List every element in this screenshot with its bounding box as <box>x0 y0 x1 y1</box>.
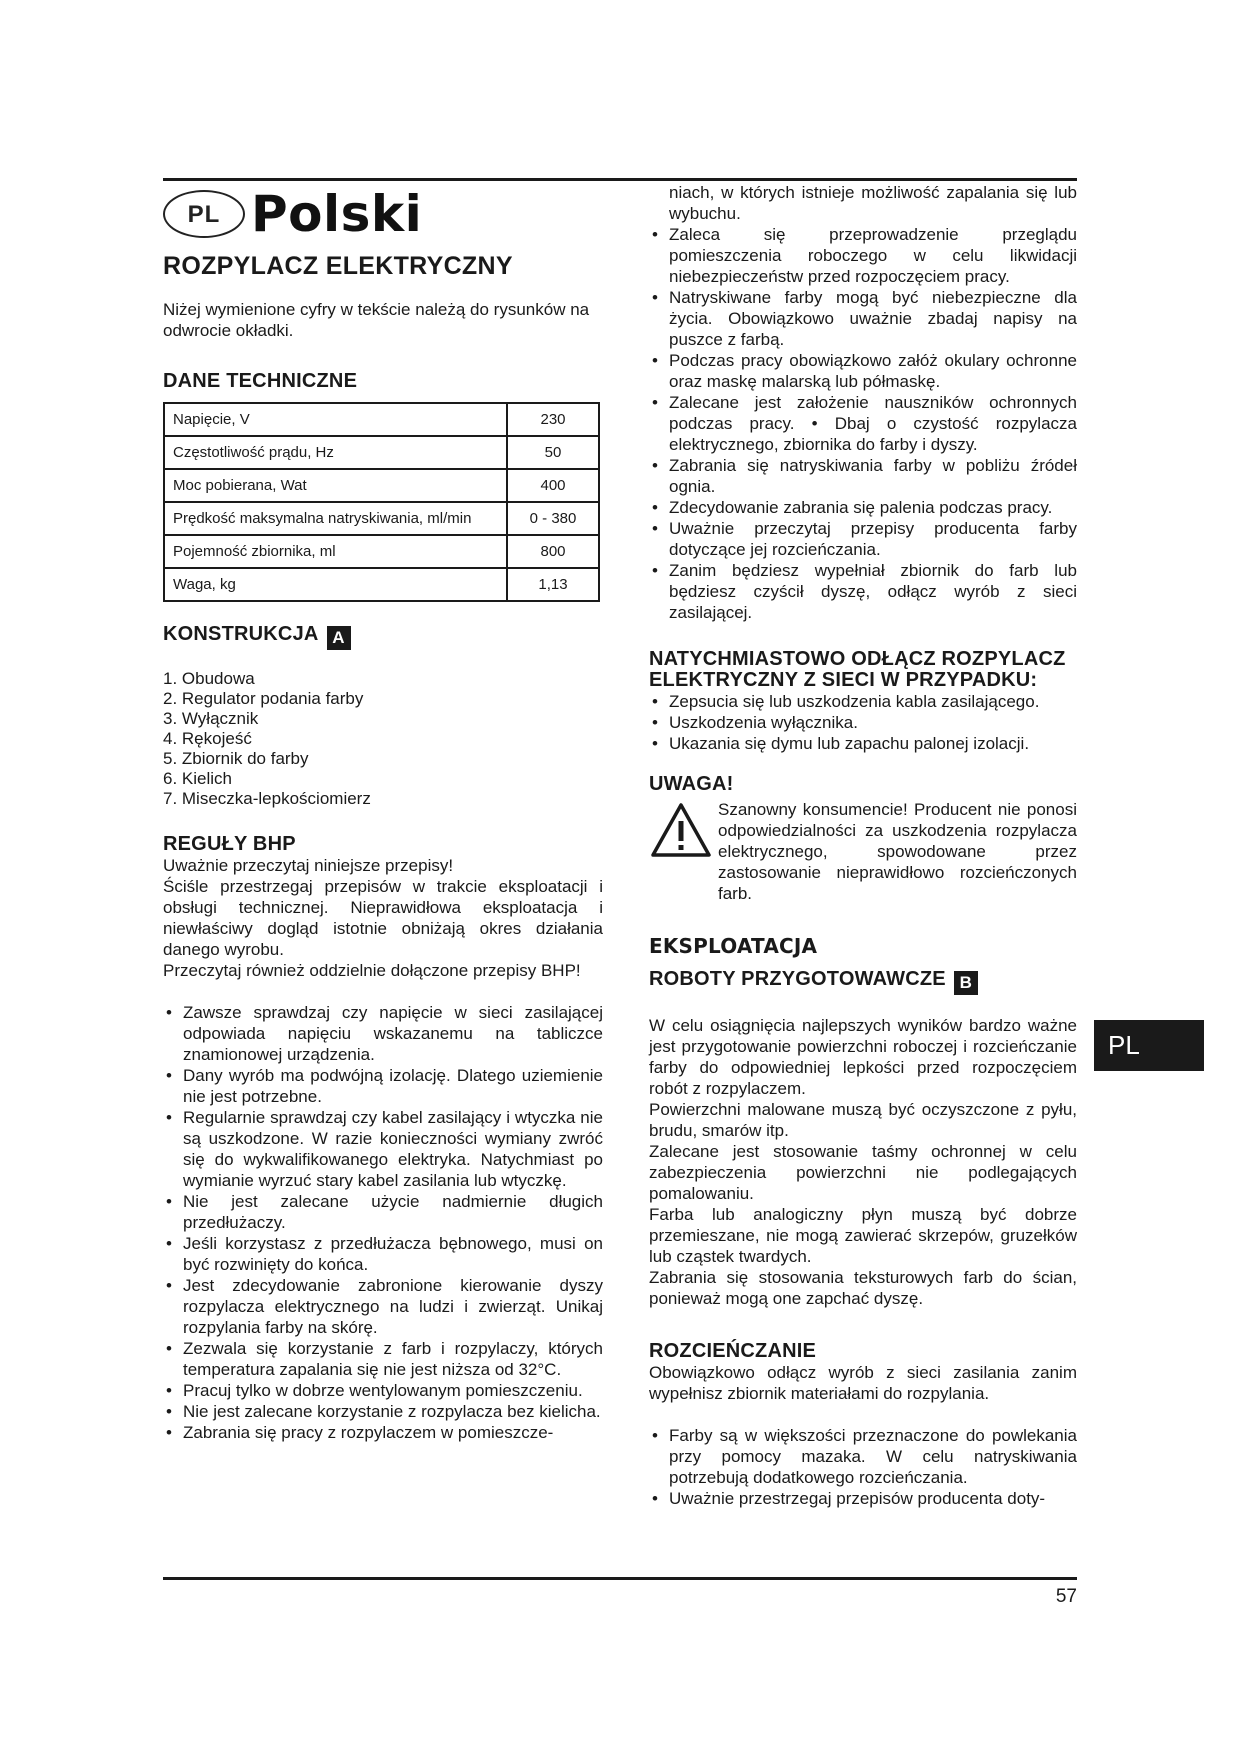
list-item: • Zalecane jest założenie nauszników ochronnych podczas pracy. • Dbaj o czystość rozpylacza elektrycznego, zbiornika do farby i dyszy. <box>649 392 1077 455</box>
tech-label: Napięcie, V <box>164 403 507 436</box>
left-column <box>163 182 603 1443</box>
list-item: • Zabrania się natryskiwania farby w pobliżu źródeł ognia. <box>649 455 1077 497</box>
tech-value: 230 <box>507 403 599 436</box>
list-item: • Farby są w większości przeznaczone do powlekania przy pomocy mazaka. W celu natryskiwania potrzebują dodatkowego rozcieńczania. <box>649 1425 1077 1488</box>
list-item: • Uważnie przeczytaj przepisy producenta farby dotyczące jej rozcieńczania. <box>649 518 1077 560</box>
bhp-paragraph: Uważnie przeczytaj niniejsze przepisy! <box>163 856 454 875</box>
construction-heading-text: KONSTRUKCJA <box>163 623 319 645</box>
list-item: • Nie jest zalecane korzystanie z rozpylacza bez kielicha. <box>163 1401 603 1422</box>
tech-heading: DANE TECHNICZNE <box>163 370 358 392</box>
tech-label: Pojemność zbiornika, ml <box>164 535 507 568</box>
warning-heading: UWAGA! <box>649 773 734 795</box>
disconnect-bullets <box>649 691 1077 754</box>
language-side-tab: PL <box>1094 1020 1204 1071</box>
bhp-bullets <box>163 1002 603 1443</box>
language-header <box>163 184 603 244</box>
table-row <box>164 568 599 601</box>
list-item: • Podczas pracy obowiązkowo załóż okulary ochronne oraz maskę malarską lub półmaskę. <box>649 350 1077 392</box>
operation-paragraph: Zabrania się stosowania teksturowych farb do ścian, ponieważ mogą one zapchać dyszę. <box>649 1268 1077 1308</box>
operation-paragraph: Powierzchni malowane muszą być oczyszczone z pyłu, brudu, smarów itp. <box>649 1100 1077 1140</box>
list-item: 6. Kielich <box>163 769 232 788</box>
list-item: • Dany wyrób ma podwójną izolację. Dlatego uziemienie nie jest potrzebne. <box>163 1065 603 1107</box>
operation-heading: EKSPLOATACJA <box>649 934 818 958</box>
tech-label: Waga, kg <box>164 568 507 601</box>
tech-value: 800 <box>507 535 599 568</box>
list-item: 2. Regulator podania farby <box>163 689 364 708</box>
page-title: ROZPYLACZ ELEKTRYCZNY <box>163 252 513 280</box>
language-name: Polski <box>251 184 423 243</box>
list-item: • Jest zdecydowanie zabronione kierowanie dyszy rozpylacza elektrycznego na ludzi i zwierząt. Unikaj rozpylania farby na skórę. <box>163 1275 603 1338</box>
tech-value: 0 - 380 <box>507 502 599 535</box>
table-row <box>164 469 599 502</box>
operation-paragraph: W celu osiągnięcia najlepszych wyników bardzo ważne jest przygotowanie powierzchni roboczej i rozcieńczanie farby do odpowiedniej lepkości przed rozpoczęciem robót z rozpylaczem. <box>649 1016 1077 1098</box>
tech-label: Częstotliwość prądu, Hz <box>164 436 507 469</box>
list-item: • Zdecydowanie zabrania się palenia podczas pracy. <box>649 497 1077 518</box>
bhp-heading: REGUŁY BHP <box>163 833 296 855</box>
list-item: • Ukazania się dymu lub zapachu palonej izolacji. <box>649 733 1077 754</box>
list-item: 5. Zbiornik do farby <box>163 749 309 768</box>
list-item: • Zabrania się pracy z rozpylaczem w pomieszcze- <box>163 1422 603 1443</box>
table-row <box>164 535 599 568</box>
parts-list <box>163 668 603 808</box>
bhp-paragraph: Przeczytaj również oddzielnie dołączone przepisy BHP! <box>163 961 581 980</box>
bhp-paragraph: Ściśle przestrzegaj przepisów w trakcie eksploatacji i obsługi technicznej. Nieprawidłowa eksploatacja i niewłaściwy dogląd istotnie obniżają okres działania danego wyrobu. <box>163 877 603 959</box>
table-row <box>164 436 599 469</box>
list-item: 1. Obudowa <box>163 669 255 688</box>
tech-value: 1,13 <box>507 568 599 601</box>
list-item: • Uważnie przestrzegaj przepisów producenta doty- <box>649 1488 1077 1509</box>
tech-value: 400 <box>507 469 599 502</box>
table-row <box>164 502 599 535</box>
page-number: 57 <box>1055 1586 1077 1607</box>
list-item: • Zawsze sprawdzaj czy napięcie w sieci zasilającej odpowiada napięciu wskazanemu na tabliczce znamionowej urządzenia. <box>163 1002 603 1065</box>
list-item: • Natryskiwane farby mogą być niebezpieczne dla życia. Obowiązkowo uważnie zbadaj napisy na puszce z farbą. <box>649 287 1077 350</box>
dilution-paragraph: Obowiązkowo odłącz wyrób z sieci zasilania zanim wypełnisz zbiornik materiałami do rozpylania. <box>649 1363 1077 1403</box>
warning-text: Szanowny konsumencie! Producent nie ponosi odpowiedzialności za uszkodzenia rozpylacza elektrycznego, spowodowane przez zastosowanie nieprawidłowo rozcieńczonych farb. <box>718 800 1077 903</box>
tech-label: Prędkość maksymalna natryskiwania, ml/min <box>164 502 507 535</box>
continued-text: niach, w których istnieje możliwość zapalania się lub wybuchu. <box>669 183 1077 223</box>
list-item: • Jeśli korzystasz z przedłużacza bębnowego, musi on być rozwinięty do końca. <box>163 1233 603 1275</box>
table-row <box>164 403 599 436</box>
list-item: 7. Miseczka-lepkościomierz <box>163 789 371 808</box>
list-item: 3. Wyłącznik <box>163 709 259 728</box>
language-code-badge: PL <box>163 190 245 238</box>
disconnect-heading: NATYCHMIASTOWO ODŁĄCZ ROZPYLACZ ELEKTRYCZNY Z SIECI W PRZYPADKU: <box>649 648 1066 691</box>
list-item: • Zaleca się przeprowadzenie przeglądu pomieszczenia roboczego w celu likwidacji niebezpieczeństw przed rozpoczęciem pracy. <box>649 224 1077 287</box>
figure-b-badge: B <box>954 971 978 995</box>
list-item: • Zezwala się korzystanie z farb i rozpylaczy, których temperatura zapalania się nie jest niższa od 32°C. <box>163 1338 603 1380</box>
list-item: 4. Rękojeść <box>163 729 252 748</box>
operation-paragraph: Farba lub analogiczny płyn muszą być dobrze przemieszane, nie mogą zawierać skrzepów, gruzełków lub cząstek twardych. <box>649 1205 1077 1266</box>
list-item: • Zanim będziesz wypełniał zbiornik do farb lub będziesz czyścił dyszę, odłącz wyrób z sieci zasilającej. <box>649 560 1077 623</box>
safety-bullets <box>649 224 1077 623</box>
tech-value: 50 <box>507 436 599 469</box>
preparation-heading-text: ROBOTY PRZYGOTOWAWCZE <box>649 968 946 990</box>
bottom-rule <box>163 1577 1077 1580</box>
intro-text: Niżej wymienione cyfry w tekście należą do rysunków na odwrocie okładki. <box>163 300 590 340</box>
warning-triangle-icon <box>649 801 713 861</box>
right-column <box>649 182 1077 1509</box>
list-item: • Regularnie sprawdzaj czy kabel zasilający i wtyczka nie są uszkodzone. W razie konieczności wymiany zwróć się do wykwalifikowanego elektryka. Natychmiast po wymianie wyrzuć stary kabel zasilania lub wtyczkę. <box>163 1107 603 1191</box>
tech-table <box>163 402 600 602</box>
dilution-bullets <box>649 1425 1077 1509</box>
list-item: • Nie jest zalecane użycie nadmiernie długich przedłużaczy. <box>163 1191 603 1233</box>
operation-paragraph: Zalecane jest stosowanie taśmy ochronnej w celu zabezpieczenia powierzchni nie podlegających pomalowaniu. <box>649 1142 1077 1203</box>
warning-block <box>649 799 1077 904</box>
tech-label: Moc pobierana, Wat <box>164 469 507 502</box>
list-item: • Pracuj tylko w dobrze wentylowanym pomieszczeniu. <box>163 1380 603 1401</box>
list-item: • Uszkodzenia wyłącznika. <box>649 712 1077 733</box>
list-item: • Zepsucia się lub uszkodzenia kabla zasilającego. <box>649 691 1077 712</box>
top-rule <box>163 178 1077 181</box>
dilution-heading: ROZCIEŃCZANIE <box>649 1340 817 1362</box>
construction-heading <box>163 624 603 650</box>
figure-a-badge: A <box>327 626 351 650</box>
preparation-heading <box>649 969 1077 995</box>
